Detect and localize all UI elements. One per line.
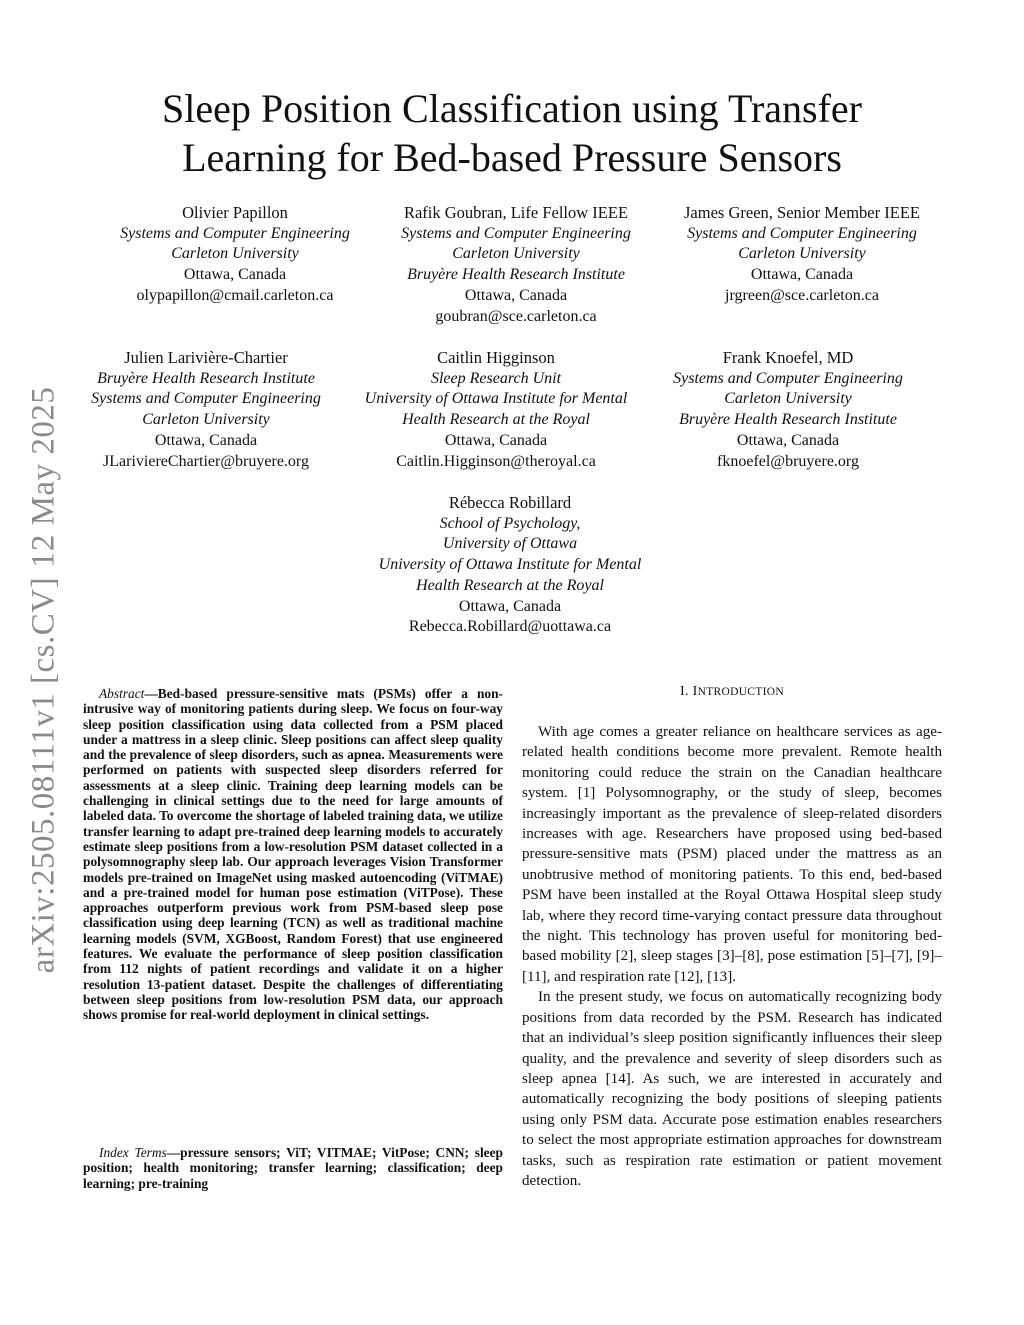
author-email: Rebecca.Robillard@uottawa.ca	[408, 618, 612, 636]
section-title-initial: I	[692, 684, 698, 699]
title-line-1: Sleep Position Classification using Transfer	[162, 86, 862, 131]
author-affiliation: Health Research at the Royal	[402, 411, 590, 429]
author-email: goubran@sce.carleton.ca	[435, 307, 597, 325]
paragraph: With age comes a greater reliance on healthcare services as age-related health conditions become more prevalent. Remote health monitoring could reduce the strain on the Canadian healthcare system. [1] Polysomnography, or the study of sleep, becomes increasingly important as the prevalence of sleep-related disorders increases with age. Researchers have proposed using bed-based pressure-sensitive mats (PSM) placed under the mattress as an unobtrusive method of monitoring patients. To this end, bed-based PSM have been installed at the Royal Ottawa Hospital sleep study lab, where they record time-varying contact pressure data throughout the night. This technology has proven useful for monitoring bed-based mobility [2], sleep stages [3]–[8], pose estimation [5]–[7], [9]–[11], and respiration rate [12], [13].	[522, 724, 942, 985]
author-location: Ottawa, Canada	[183, 266, 287, 284]
author-name: Julien Larivière-Chartier	[124, 348, 288, 367]
author-location: Ottawa, Canada	[736, 431, 840, 449]
author-affiliation: University of Ottawa Institute for Mental	[378, 556, 642, 574]
author-email: JLariviereChartier@bruyere.org	[103, 452, 309, 470]
author-affiliation: Carleton University	[738, 245, 866, 263]
abstract	[83, 686, 503, 1023]
author-email: olypapillon@cmail.carleton.ca	[136, 286, 334, 304]
author-block	[360, 493, 660, 638]
section-number: I.	[680, 684, 689, 699]
author-affiliation: Systems and Computer Engineering	[673, 369, 903, 387]
author-affiliation: Bruyère Health Research Institute	[407, 266, 625, 284]
author-name: Olivier Papillon	[182, 203, 288, 222]
author-location: Ottawa, Canada	[444, 431, 548, 449]
author-name: Rébecca Robillard	[448, 493, 572, 512]
author-name: Rafik Goubran, Life Fellow IEEE	[403, 203, 629, 222]
author-email: jrgreen@sce.carleton.ca	[725, 286, 879, 304]
author-affiliation: Carleton University	[142, 411, 270, 429]
author-location: Ottawa, Canada	[750, 266, 854, 284]
section-title-rest: NTRODUCTION	[697, 686, 784, 698]
author-block	[90, 203, 380, 307]
author-block	[348, 348, 644, 472]
author-name: James Green, Senior Member IEEE	[684, 203, 920, 222]
introduction-body	[522, 722, 942, 1191]
author-affiliation: Health Research at the Royal	[416, 576, 604, 594]
abstract-label: Abstract	[99, 686, 145, 701]
index-terms	[83, 1145, 503, 1191]
author-affiliation: Sleep Research Unit	[430, 369, 562, 387]
section-heading	[522, 684, 942, 700]
author-email: Caitlin.Higginson@theroyal.ca	[396, 452, 596, 470]
author-name: Frank Knoefel, MD	[722, 348, 854, 367]
paper-title	[100, 84, 924, 182]
author-block	[371, 203, 661, 327]
author-affiliation: Systems and Computer Engineering	[687, 224, 917, 242]
paragraph: In the present study, we focus on automatically recognizing body positions from data recorded by the PSM. Research has indicated that an individual’s sleep position significantly influences their sleep quality, and the prevalence and severity of sleep disorders such as sleep apnea [14]. As such, we are interested in accurately and automatically recognizing the body positions of sleeping patients using only PSM data. Accurate pose estimation enables researchers to select the most appropriate estimation approaches for downstream tasks, such as respiration rate estimation or patient movement detection.	[522, 989, 942, 1189]
author-affiliation: Bruyère Health Research Institute	[679, 411, 897, 429]
author-affiliation: Bruyère Health Research Institute	[97, 369, 315, 387]
author-email: fknoefel@bruyere.org	[717, 452, 859, 470]
arxiv-identifier: arXiv:2505.08111v1 [cs.CV] 12 May 2025	[25, 386, 62, 974]
author-location: Ottawa, Canada	[464, 286, 568, 304]
author-block	[652, 203, 952, 307]
author-affiliation: University of Ottawa Institute for Mental	[364, 390, 628, 408]
author-block	[640, 348, 936, 472]
author-affiliation: Carleton University	[452, 245, 580, 263]
author-affiliation: Systems and Computer Engineering	[120, 224, 350, 242]
author-affiliation: Systems and Computer Engineering	[91, 390, 321, 408]
author-affiliation: Carleton University	[171, 245, 299, 263]
author-affiliation: School of Psychology,	[439, 514, 581, 532]
author-block	[58, 348, 354, 472]
abstract-text: —Bed-based pressure-sensitive mats (PSMs) offer a non-intrusive way of monitoring patients during sleep. We focus on four-way sleep position classification using data collected from a PSM placed under a mattress in a sleep clinic. Sleep positions can affect sleep quality and the prevalence of sleep disorders, such as apnea. Measurements were performed on patients with suspected sleep disorders referred for assessments at a sleep clinic. Training deep learning models can be challenging in clinical settings due to the need for large amounts of labeled data. To overcome the shortage of labeled training data, we utilize transfer learning to adapt pre-trained deep learning models to accurately estimate sleep positions from a low-resolution PSM dataset collected in a polysomnography sleep lab. Our approach leverages Vision Transformer models pre-trained on ImageNet using masked autoencoding (ViTMAE) and a pre-trained model for human pose estimation (ViTPose). These approaches outperform previous work from PSM-based sleep pose classification using deep learning (TCN) as well as traditional machine learning models (SVM, XGBoost, Random Forest) that use engineered features. We evaluate the performance of sleep position classification from 112 nights of patient recordings and validate it on a higher resolution 13-patient dataset. Despite the challenges of differentiating between sleep positions from low-resolution PSM data, our approach shows promise for real-world deployment in clinical settings.	[83, 686, 503, 1023]
index-terms-label: Index Terms	[99, 1145, 167, 1160]
author-location: Ottawa, Canada	[458, 597, 562, 615]
author-location: Ottawa, Canada	[154, 431, 258, 449]
author-name: Caitlin Higginson	[437, 348, 555, 367]
index-terms-text: —pressure sensors; ViT; VITMAE; VitPose; CNN; sleep position; health monitoring; transfer learning; classification; deep learning; pre-training	[83, 1145, 504, 1191]
author-affiliation: Carleton University	[724, 390, 852, 408]
author-affiliation: University of Ottawa	[442, 535, 578, 553]
title-line-2: Learning for Bed-based Pressure Sensors	[182, 135, 842, 180]
author-affiliation: Systems and Computer Engineering	[401, 224, 631, 242]
